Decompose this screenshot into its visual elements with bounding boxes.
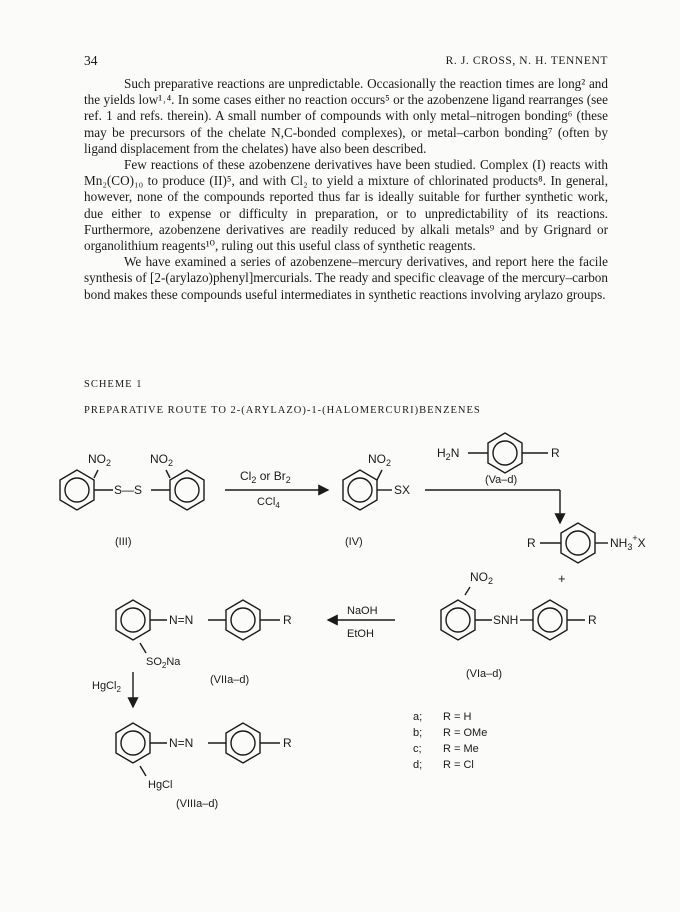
benzene-ring xyxy=(441,600,475,640)
legend-key: b; xyxy=(413,727,423,739)
nitro-label: $NO_2$ xyxy=(368,452,392,468)
benzene-ring xyxy=(116,723,150,763)
substituent-r: R xyxy=(283,736,292,750)
mercury-reagent: HgCl$_2$ xyxy=(92,680,121,694)
paragraph: Such preparative reactions are unpredictable. Occasionally the reaction times are long² and the yields low¹˒⁴. In some cases either no reaction occurs⁵ or the azobenzene ligand rearranges (see ref. 1 and refs. therein). A small number of compounds with only metal–nitrogen bonding⁶ (these may be precursors of the chelate N,C-bonded complexes), or metal–carbon bonding⁷ (often by ligand displacement from the chelates) have also been described. xyxy=(84,76,608,156)
solvent-label: CCl$_4$ xyxy=(257,496,280,510)
legend-key: a; xyxy=(413,711,423,723)
running-head: R. J. CROSS, N. H. TENNENT xyxy=(445,55,608,67)
substituent-r: R xyxy=(527,536,536,550)
reagent-label: $Cl_2$ or $Br_2$ xyxy=(240,469,291,485)
benzene-ring xyxy=(343,470,377,510)
paragraph: Few reactions of these azobenzene derivatives have been studied. Complex (I) reacts with Mn₂(CO)₁₀ to produce (II)⁵, and with Cl₂ to yield a mixture of chlorinated products⁸. In general, however, none of the compounds reported thus far is ideally suitable for further synthetic work, due either to expense or difficulty in preparation, or to unpredictability of its reactions. Furthermore, azobenzene derivatives are readily reduced by alkali metals⁹ and by Grignard or organolithium reagents¹⁰, ruling out this useful class of synthetic reagents. xyxy=(84,157,608,254)
scheme-label: SCHEME 1 xyxy=(84,379,143,390)
benzene-ring xyxy=(116,600,150,640)
benzene-ring xyxy=(60,470,94,510)
plus-sign: + xyxy=(558,571,566,586)
base-reagent: NaOH xyxy=(347,605,378,617)
benzene-ring xyxy=(226,723,260,763)
legend-value: R = Cl xyxy=(443,759,474,771)
benzene-ring xyxy=(533,600,567,640)
sulfenyl-halide-label: SX xyxy=(394,483,411,497)
scheme-title: PREPARATIVE ROUTE TO 2-(ARYLAZO)-1-(HALOMERCURI)BENZENES xyxy=(84,405,481,416)
legend-value: R = Me xyxy=(443,743,479,755)
legend-value: R = OMe xyxy=(443,727,488,739)
compound-label-iii: (III) xyxy=(115,536,132,548)
legend-key: d; xyxy=(413,759,423,771)
benzene-ring xyxy=(226,600,260,640)
body-text xyxy=(84,76,608,303)
compound-label-viii: (VIIIa–d) xyxy=(176,798,219,810)
substituent-r: R xyxy=(551,446,560,460)
substituent-r: R xyxy=(588,613,597,627)
nitro-label: $NO_2$ xyxy=(470,570,494,586)
legend-key: c; xyxy=(413,743,422,755)
benzene-ring xyxy=(561,523,595,563)
paragraph: We have examined a series of azobenzene–mercury derivatives, and report here the facile synthesis of [2-(arylazo)phenyl]mercurials. The ready and specific cleavage of the mercury–carbon bond makes these compounds useful intermediates in synthetic reactions involving arylazo groups. xyxy=(84,254,608,302)
substituent-r: R xyxy=(283,613,292,627)
compound-label-va: (Va–d) xyxy=(485,474,518,486)
reaction-scheme xyxy=(0,415,680,815)
disulfide-label: S—S xyxy=(114,483,143,497)
compound-label-vii: (VIIa–d) xyxy=(210,674,250,686)
compound-label-iv: (IV) xyxy=(345,536,363,548)
amine-label: $H_2N$ xyxy=(437,446,460,462)
sulfenamide-label: SNH xyxy=(493,613,519,627)
page-number: 34 xyxy=(84,53,98,68)
azo-label: N=N xyxy=(169,613,194,627)
solvent-label: EtOH xyxy=(347,628,374,640)
legend-value: R = H xyxy=(443,711,472,723)
ammonium-label: $NH_3^+X$ xyxy=(610,533,646,552)
sulfinate-label: $SO_2Na$ xyxy=(146,656,181,670)
azo-label: N=N xyxy=(169,736,194,750)
benzene-ring xyxy=(170,470,204,510)
mercury-label: HgCl xyxy=(148,779,173,791)
compound-label-vi: (VIa–d) xyxy=(466,668,503,680)
nitro-label: $NO_2$ xyxy=(88,452,112,468)
benzene-ring xyxy=(488,433,522,473)
nitro-label: $NO_2$ xyxy=(150,452,174,468)
